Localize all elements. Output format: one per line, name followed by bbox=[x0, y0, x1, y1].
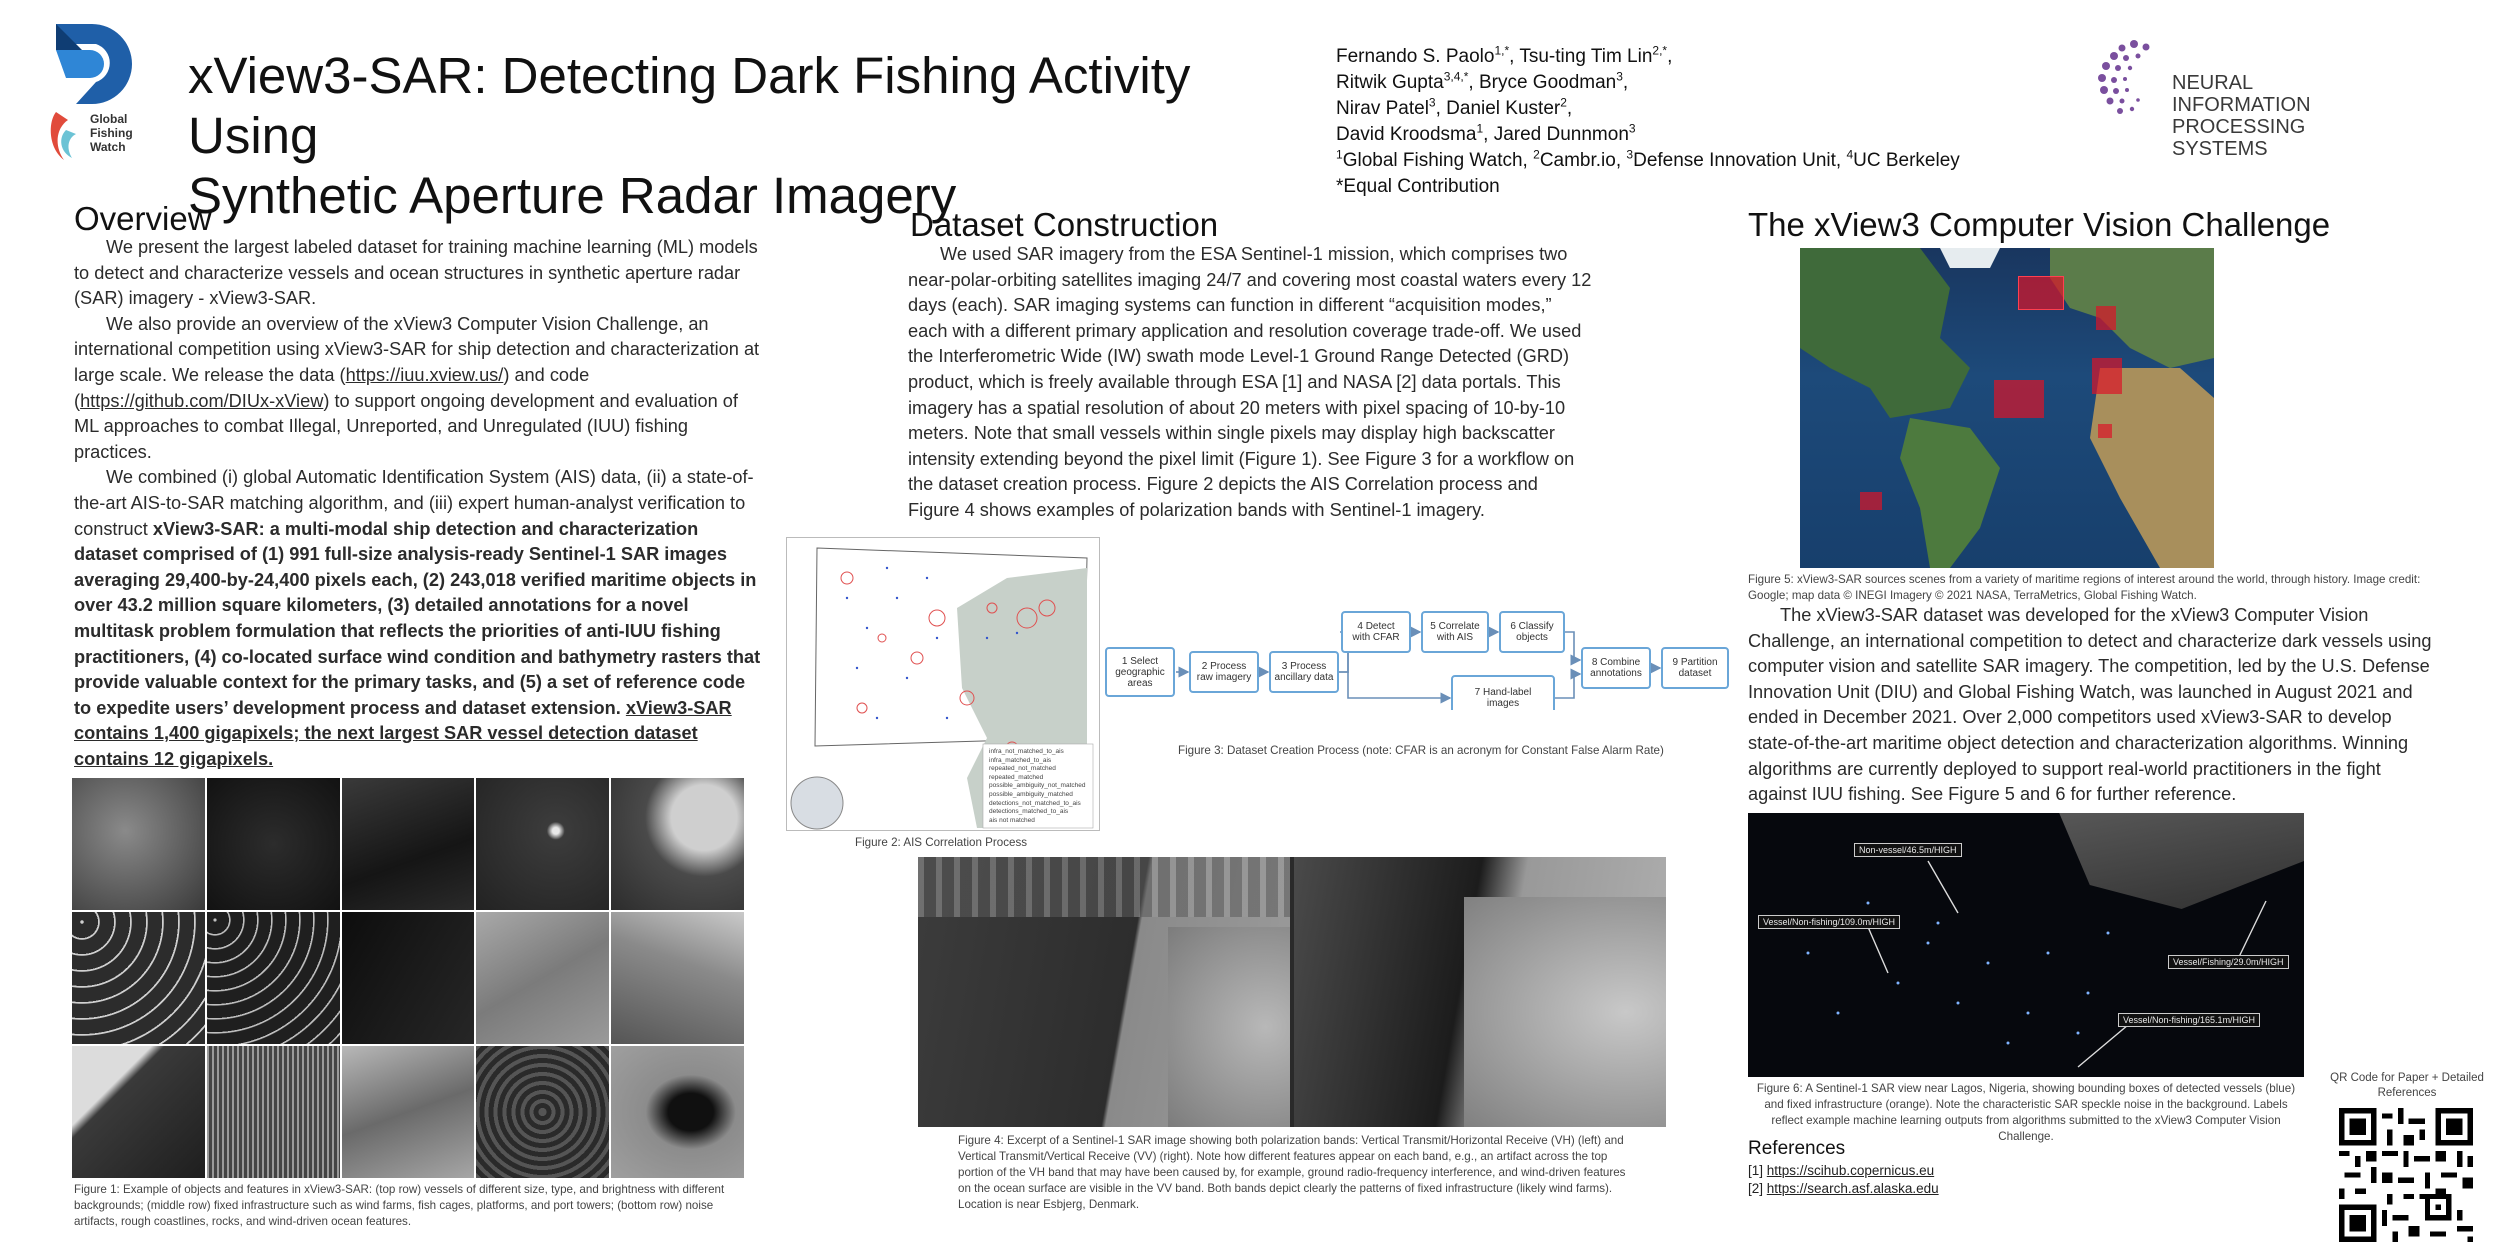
author-text: , bbox=[1622, 72, 1629, 93]
legend-item: infra_matched_to_ais bbox=[989, 756, 1052, 764]
legend-item: repeated_not_matched bbox=[989, 765, 1056, 773]
figure-3-caption: Figure 3: Dataset Creation Process (note: CFAR is an acronym for Constant False Alarm Rate) bbox=[1178, 744, 1664, 757]
detection-label: Non-vessel/46.5m/HIGH bbox=[1854, 843, 1962, 857]
detection-label: Vessel/Fishing/29.0m/HIGH bbox=[2168, 955, 2289, 969]
figure-2-caption: Figure 2: AIS Correlation Process bbox=[855, 836, 1028, 849]
figure-1-caption: Figure 1: Example of objects and features in xView3-SAR: (top row) vessels of different size, type, and brightness with different backgrounds; (middle row) fixed infrastructure such as wind farms, fish cages, platforms, and port towers; (bottom row) noise artifacts, rough coastlines, rocks, and wind-driven ocean features. bbox=[74, 1183, 725, 1228]
overview-paragraph: We present the largest labeled dataset for training machine learning (ML) models to detect and characterize vessels and ocean structures in synthetic aperture radar (SAR) imagery - xView3-SAR. bbox=[74, 237, 758, 309]
text-span: ) and code ( bbox=[74, 364, 590, 411]
flow-step-label: 5 Correlate bbox=[1430, 621, 1480, 632]
neurips-logo-line: PROCESSING SYSTEMS bbox=[2172, 116, 2306, 160]
sar-tile bbox=[342, 1046, 475, 1178]
gfw-logo-line: Watch bbox=[90, 140, 126, 154]
flow-step-label: areas bbox=[1127, 677, 1153, 689]
gfw-logo-line: Fishing bbox=[90, 126, 133, 140]
sar-tile bbox=[611, 912, 744, 1044]
flow-step-label: 3 Process bbox=[1281, 661, 1327, 672]
reference-number: [2] bbox=[1748, 1181, 1764, 1196]
dataset-text bbox=[908, 242, 1594, 524]
flow-step-label: dataset bbox=[1678, 668, 1712, 679]
legend-item: infra_not_matched_to_ais bbox=[989, 748, 1064, 755]
figure-5-world-map bbox=[1800, 248, 2214, 568]
affiliation-superscript: 1,* bbox=[1494, 43, 1510, 58]
flow-step-8 bbox=[1582, 648, 1650, 688]
overview-paragraph bbox=[74, 465, 764, 772]
affiliation-superscript: 3 bbox=[1628, 121, 1636, 136]
equal-contribution-note bbox=[1336, 174, 2036, 200]
figure-6-sar-detections bbox=[1748, 813, 2304, 1077]
global-fishing-watch-logo bbox=[46, 108, 146, 166]
author-text: Defense Innovation Unit, bbox=[1633, 150, 1847, 171]
vv-band-image bbox=[1294, 857, 1666, 1127]
author-text: Fernando S. Paolo bbox=[1336, 46, 1495, 67]
reference-item bbox=[1748, 1162, 1939, 1180]
affiliation-superscript: 2 bbox=[1560, 95, 1567, 110]
author-text: , Jared Dunnmon bbox=[1483, 124, 1629, 145]
figure-2-ais-map bbox=[786, 537, 1100, 831]
sar-tile bbox=[476, 912, 609, 1044]
text-span: We combined (i) global Automatic Identification System (AIS) data, (ii) a state-of-the-art AIS-to-SAR matching algorithm, and (iii) expert human-analyst verification to construct bbox=[74, 467, 754, 539]
dataset-heading: Dataset Construction bbox=[910, 206, 1219, 243]
author-block bbox=[1336, 44, 2036, 200]
sar-tile bbox=[611, 1046, 744, 1178]
author-text: *Equal Contribution bbox=[1336, 176, 1500, 197]
sar-tile bbox=[476, 778, 609, 910]
flow-step-3 bbox=[1270, 652, 1338, 692]
ais-legend bbox=[989, 748, 1085, 825]
author-text: , bbox=[1566, 98, 1573, 119]
legend-item: possible_ambiguity_matched bbox=[989, 790, 1073, 798]
title-line: Synthetic Aperture Radar Imagery bbox=[188, 167, 957, 224]
author-line bbox=[1336, 70, 2036, 96]
code-link[interactable]: https://github.com/DIUx-xView bbox=[80, 390, 324, 411]
challenge-heading: The xView3 Computer Vision Challenge bbox=[1748, 206, 2331, 243]
sar-tile bbox=[207, 912, 340, 1044]
reference-item bbox=[1748, 1180, 1939, 1198]
qr-caption: QR Code for Paper + Detailed References bbox=[2330, 1072, 2484, 1099]
author-text: UC Berkeley bbox=[1853, 150, 1960, 171]
affiliation-superscript: 3,4,* bbox=[1443, 69, 1469, 84]
flow-step-label: 2 Process bbox=[1201, 661, 1247, 672]
author-line bbox=[1336, 122, 2036, 148]
neurips-dots-icon bbox=[2094, 38, 2174, 118]
reference-link[interactable]: https://scihub.copernicus.eu bbox=[1766, 1163, 1935, 1178]
author-text: David Kroodsma bbox=[1336, 124, 1477, 145]
flow-step-label: 9 Partition bbox=[1672, 657, 1718, 668]
author-text: , Tsu-ting Tim Lin bbox=[1509, 46, 1653, 67]
author-line bbox=[1336, 96, 2036, 122]
gfw-logo-line: Global bbox=[90, 112, 128, 126]
legend-item: ais not matched bbox=[989, 816, 1035, 824]
dataset-paragraph: We used SAR imagery from the ESA Sentinel-1 mission, which comprises two near-polar-orbiting satellites imaging 24/7 and covering most coastal waters every 12 days (each). SAR imaging systems can function in different “acquisition modes,” each with a different primary application and resolution coverage trade-off. We used the Interferometric Wide (IW) swath mode Level-1 Ground Range Detected (GRD) product, which is freely available through ESA [1] and NASA [2] data portals. This imagery has a spatial resolution of about 20 meters with pixel spacing of 10-by-10 meters. Note that small vessels within single pixels may display high backscatter intensity extending beyond the pixel limit (Figure 1). See Figure 3 for a workflow on the dataset creation process. Figure 2 depicts the AIS Correlation process and Figure 4 shows examples of polarization bands with Sentinel-1 imagery. bbox=[908, 244, 1592, 520]
flow-step-2 bbox=[1190, 652, 1258, 692]
dark-fishing-logo bbox=[52, 20, 136, 104]
flow-step-1 bbox=[1106, 648, 1174, 696]
flow-step-label: annotations bbox=[1590, 668, 1642, 679]
neurips-logo bbox=[2094, 38, 2384, 160]
bold-text: xView3-SAR: a multi-modal ship detection and characterization dataset comprised of (1) 991 full-size analysis-ready Sentinel-1 SAR images averaging 29,400-by-24,400 pixels each, (2) 243,018 verified maritime objects in over 43.2 million square kilometers, (3) detailed annotations for a novel multitask problem formulation that reflects the priorities of anti-IUU fishing practitioners, (4) co-located surface wind condition and bathymetry rasters that provide valuable context for the primary tasks, and (5) a set of reference code to expedite users’ development process and dataset extension. bbox=[74, 518, 761, 718]
overview-paragraph bbox=[74, 312, 764, 466]
affiliation-superscript: 1 bbox=[1476, 121, 1484, 136]
figure-1-image-grid bbox=[72, 778, 744, 1178]
author-text: , Daniel Kuster bbox=[1435, 98, 1561, 119]
flow-step-5 bbox=[1422, 612, 1488, 652]
legend-item: possible_ambiguity_not_matched bbox=[989, 782, 1086, 790]
flow-step-label: images bbox=[1486, 698, 1520, 709]
sar-tile bbox=[207, 778, 340, 910]
figure-6-caption: Figure 6: A Sentinel-1 SAR view near Lagos, Nigeria, showing bounding boxes of detected vessels (blue) and fixed infrastructure (orange). Note the characteristic SAR speckle noise in the background. Labels reflect example machine learning outputs from algorithms submitted to the xView3 Computer Vision Challenge. bbox=[1756, 1082, 2296, 1143]
underlined-bold-text: xView3-SAR contains 1,400 gigapixels; the next largest SAR vessel detection dataset contains 12 gigapixels. bbox=[74, 697, 732, 769]
flow-step-label: 6 Classify bbox=[1510, 621, 1554, 632]
qr-code[interactable] bbox=[2339, 1108, 2473, 1242]
figure-3-flowchart bbox=[1104, 600, 1732, 710]
affiliation-superscript: 3 bbox=[1428, 95, 1436, 110]
flow-step-label: with AIS bbox=[1436, 632, 1474, 643]
detection-label: Vessel/Non-fishing/109.0m/HIGH bbox=[1758, 915, 1900, 929]
vh-band-image bbox=[918, 857, 1290, 1127]
challenge-text bbox=[1748, 603, 2438, 808]
author-text: Ritwik Gupta bbox=[1336, 72, 1444, 93]
author-text: , Bryce Goodman bbox=[1468, 72, 1617, 93]
flow-step-7 bbox=[1452, 676, 1554, 720]
overview-heading: Overview bbox=[74, 200, 212, 237]
flow-step-label: 7 Hand-label bbox=[1474, 687, 1532, 698]
affiliation-superscript: 1 bbox=[1336, 147, 1343, 162]
sar-tile bbox=[342, 912, 475, 1044]
legend-item: repeated_matched bbox=[989, 773, 1044, 781]
references-heading: References bbox=[1748, 1138, 1846, 1159]
affiliation-superscript: 2,* bbox=[1652, 43, 1668, 58]
flow-step-4 bbox=[1342, 612, 1410, 652]
sar-tile bbox=[476, 1046, 609, 1178]
detection-label: Vessel/Non-fishing/165.1m/HIGH bbox=[2118, 1013, 2260, 1027]
flow-step-label: 4 Detect bbox=[1357, 621, 1395, 632]
author-text: Nirav Patel bbox=[1336, 98, 1429, 119]
flow-step-label: 8 Combine bbox=[1591, 657, 1641, 668]
challenge-paragraph: The xView3-SAR dataset was developed for the xView3 Computer Vision Challenge, an international competition to detect and characterize dark vessels using computer vision and satellite SAR imagery. The competition, led by the U.S. Defense Innovation Unit (DIU) and Global Fishing Watch, was launched in August 2021 and ended in December 2021. Over 2,000 competitors used xView3-SAR to develop state-of-the-art maritime object detection and characterization algorithms. Winning algorithms are currently deployed to support real-world practitioners in the fight against IUU fishing. See Figure 5 and 6 for further reference. bbox=[1748, 605, 2432, 805]
author-text: Cambr.io, bbox=[1539, 150, 1627, 171]
data-link[interactable]: https://iuu.xview.us/ bbox=[345, 364, 504, 385]
affiliation-line bbox=[1336, 148, 2036, 174]
affiliation-superscript: 3 bbox=[1626, 147, 1634, 162]
author-text: , bbox=[1667, 46, 1673, 67]
poster-title bbox=[188, 46, 1318, 226]
figure-5-caption: Figure 5: xView3-SAR sources scenes from a variety of maritime regions of interest around the world, through history. Image credit: Google; map data © INEGI Imagery © 2021 NASA, TerraMetrics, Global Fishing Watch. bbox=[1748, 573, 2421, 602]
text-span: ) to support ongoing development and evaluation of ML approaches to combat Illegal, Unreported, and Unregulated (IUU) fishing practices. bbox=[74, 390, 738, 462]
reference-link[interactable]: https://search.asf.alaska.edu bbox=[1766, 1181, 1939, 1196]
flow-step-9 bbox=[1662, 648, 1728, 688]
legend-item: detections_matched_to_ais bbox=[989, 808, 1069, 816]
sar-tile bbox=[207, 1046, 340, 1178]
figure-4-caption: Figure 4: Excerpt of a Sentinel-1 SAR image showing both polarization bands: Vertical Transmit/Horizontal Receive (VH) (left) and Vertical Transmit/Vertical Receive (VV) (right). Note how different features appear on each band, e.g., an artifact across the top portion of the VH band that may have been caused by, for example, ground radio-frequency interference, and wind-driven features on the ocean surface are visible in the VV band. Both bands depict clearly the patterns of fixed infrastructure (likely wind farms). Location is near Esbjerg, Denmark. bbox=[958, 1134, 1626, 1211]
figure-4-sar-image bbox=[918, 857, 1666, 1127]
flow-step-label: with CFAR bbox=[1352, 632, 1400, 643]
flow-step-label: geographic bbox=[1115, 666, 1165, 678]
sar-tile bbox=[342, 778, 475, 910]
flow-step-label: raw imagery bbox=[1196, 672, 1252, 683]
affiliation-superscript: 2 bbox=[1533, 147, 1540, 162]
title-line: xView3-SAR: Detecting Dark Fishing Activity Using bbox=[188, 47, 1191, 164]
overview-text bbox=[74, 235, 764, 772]
author-line bbox=[1336, 44, 2036, 70]
flow-step-label: 1 Select bbox=[1121, 655, 1159, 667]
text-span: We also provide an overview of the xView3 Computer Vision Challenge, an international competition using xView3-SAR for ship detection and characterization at large scale. We release the data ( bbox=[74, 313, 760, 385]
affiliation-superscript: 3 bbox=[1616, 69, 1623, 84]
flow-step-label: ancillary data bbox=[1274, 672, 1334, 683]
legend-item: detections_not_matched_to_ais bbox=[989, 799, 1081, 807]
sar-tile bbox=[72, 912, 205, 1044]
sar-tile bbox=[611, 778, 744, 910]
neurips-logo-line: NEURAL INFORMATION bbox=[2172, 72, 2311, 116]
author-text: Global Fishing Watch, bbox=[1342, 150, 1534, 171]
flow-step-6 bbox=[1500, 612, 1564, 652]
sar-tile bbox=[72, 1046, 205, 1178]
flow-step-label: objects bbox=[1516, 632, 1548, 643]
sar-tile bbox=[72, 778, 205, 910]
reference-number: [1] bbox=[1748, 1163, 1764, 1178]
references-list bbox=[1748, 1162, 1939, 1198]
affiliation-superscript: 4 bbox=[1846, 147, 1854, 162]
